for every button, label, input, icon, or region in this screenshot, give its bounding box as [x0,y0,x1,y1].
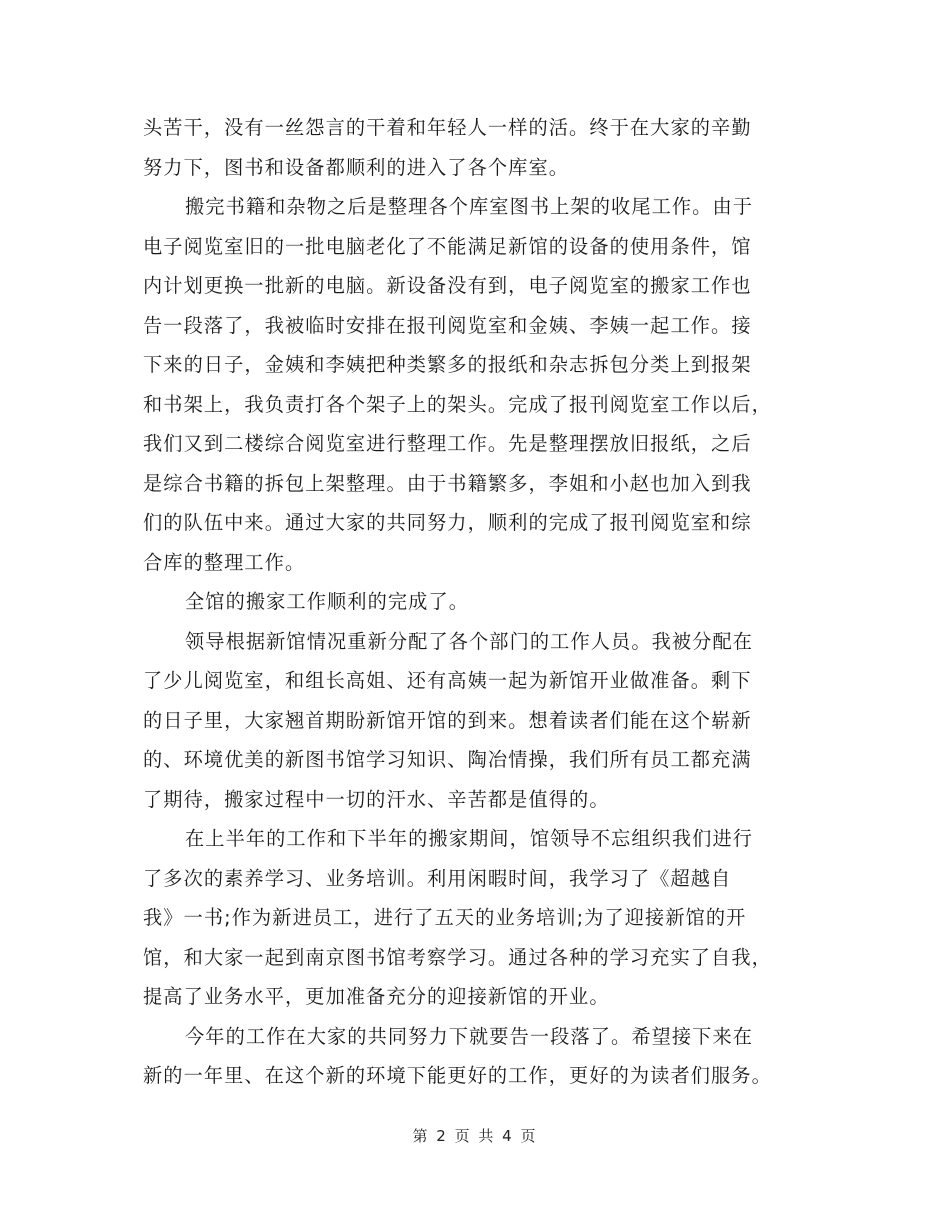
text-line: 的日子里，大家翘首期盼新馆开馆的到来。想着读者们能在这个崭新 [143,708,752,732]
text-line: 了少儿阅览室，和组长高姐、还有高姨一起为新馆开业做准备。剩下 [143,669,752,692]
text-line: 是综合书籍的拆包上架整理。由于书籍繁多，李姐和小赵也加入到我 [143,471,752,495]
text-line: 电子阅览室旧的一批电脑老化了不能满足新馆的设备的使用条件，馆 [143,234,752,258]
text-line: 努力下，图书和设备都顺利的进入了各个库室。 [143,155,570,179]
text-line: 搬完书籍和杂物之后是整理各个库室图书上架的收尾工作。由于 [185,195,754,218]
text-line: 下来的日子，金姨和李姨把种类繁多的报纸和杂志拆包分类上到报架 [143,353,752,376]
text-line: 我》一书;作为新进员工，进行了五天的业务培训;为了迎接新馆的开 [143,906,747,929]
text-line: 全馆的搬家工作顺利的完成了。 [185,590,470,613]
text-line: 领导根据新馆情况重新分配了各个部门的工作人员。我被分配在 [185,629,754,653]
body-text [143,108,811,1096]
text-line: 在上半年的工作和下半年的搬家期间，馆领导不忘组织我们进行 [185,827,754,850]
text-line: 合库的整理工作。 [143,550,306,574]
text-line: 的、环境优美的新图书馆学习知识、陶冶情操，我们所有员工都充满 [143,748,752,771]
text-line: 内计划更换一批新的电脑。新设备没有到，电子阅览室的搬家工作也 [143,274,752,297]
page-footer: 第 2 页 共 4 页 [412,1127,538,1145]
text-line: 们的队伍中来。通过大家的共同努力，顺利的完成了报刊阅览室和综 [143,511,752,534]
text-line: 提高了业务水平，更加准备充分的迎接新馆的开业。 [143,985,610,1008]
text-line: 馆，和大家一起到南京图书馆考察学习。通过各种的学习充实了自我， [143,945,772,969]
text-line: 头苦干，没有一丝怨言的干着和年轻人一样的活。终于在大家的辛勤 [143,116,752,139]
text-line: 今年的工作在大家的共同努力下就要告一段落了。希望接下来在 [185,1024,754,1048]
text-line: 告一段落了，我被临时安排在报刊阅览室和金姨、李姨一起工作。接 [143,313,752,337]
text-line: 了期待，搬家过程中一切的汗水、辛苦都是值得的。 [143,787,610,811]
text-line: 了多次的素养学习、业务培训。利用闲暇时间，我学习了《超越自 [143,866,732,890]
text-line: 我们又到二楼综合阅览室进行整理工作。先是整理摆放旧报纸，之后 [143,432,752,455]
text-line: 新的一年里、在这个新的环境下能更好的工作，更好的为读者们服务。 [143,1064,772,1087]
text-line: 和书架上，我负责打各个架子上的架头。完成了报刊阅览室工作以后， [143,392,772,416]
